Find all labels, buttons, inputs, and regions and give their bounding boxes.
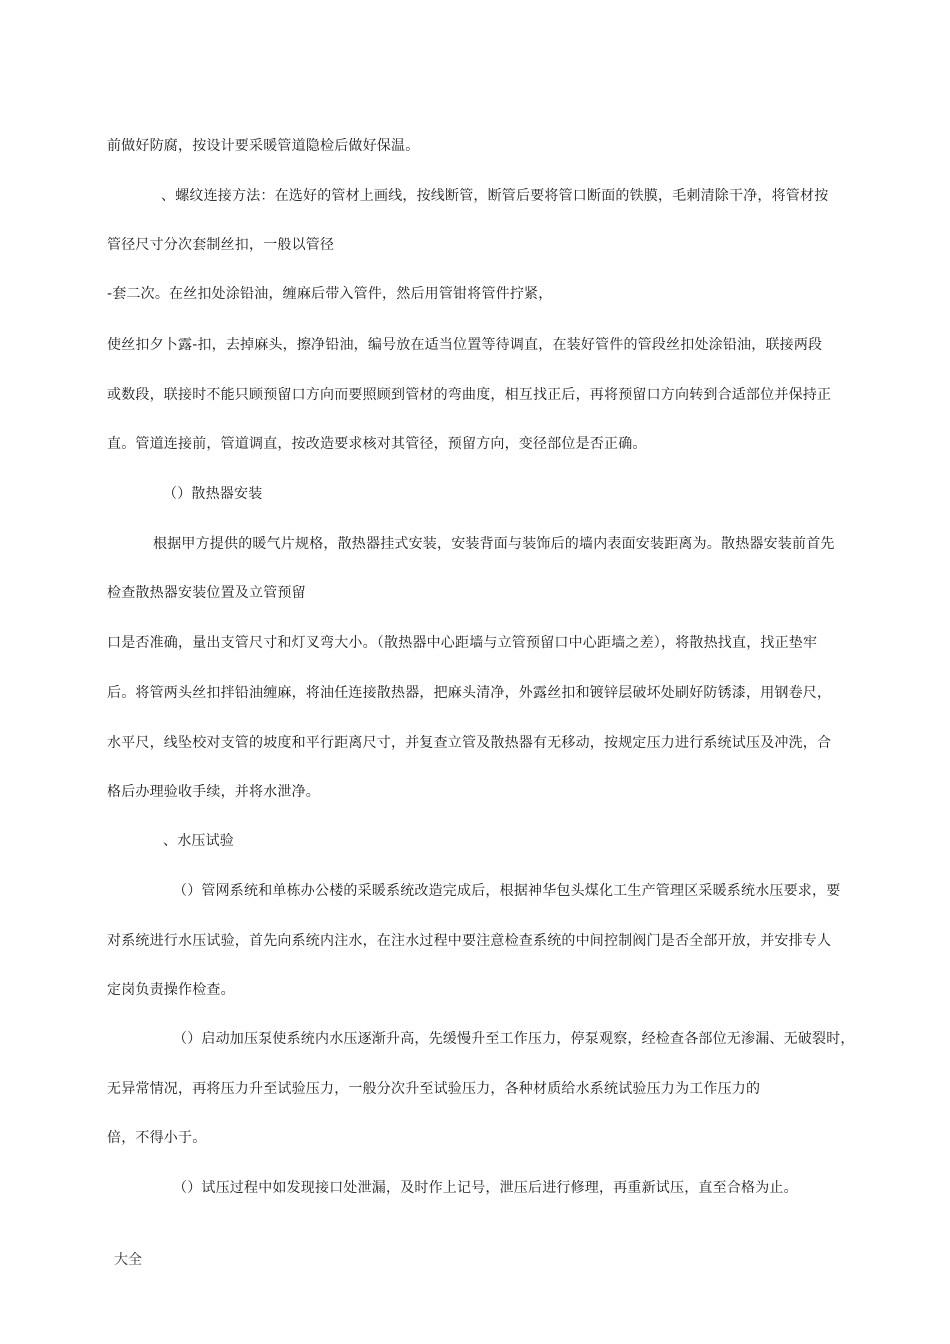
- text-line: 后。将管两头丝扣拌铅油缠麻，将油任连接散热器，把麻头清净，外露丝扣和镀锌层破坏处刷好防锈漆，用钢卷尺，: [107, 685, 832, 701]
- text-line: 管径尺寸分次套制丝扣，一般以管径: [107, 237, 335, 253]
- text-line: （）管网系统和单栋办公楼的采暖系统改造完成后，根据神华包头煤化工生产管理区采暖系统水压要求，要: [173, 883, 841, 899]
- text-line: 前做好防腐，按设计要采暖管道隐检后做好保温。: [107, 138, 420, 154]
- text-line: （）试压过程中如发现接口处泄漏，及时作上记号，泄压后进行修理，再重新试压，直至合格为止。: [173, 1180, 798, 1196]
- text-line: 口是否准确，量出支管尺寸和灯叉弯大小。（散热器中心距墙与立管预留口中心距墙之差），将散热找直，找正垫牢: [107, 635, 818, 651]
- text-line: 、螺纹连接方法：在选好的管材上画线，按线断管，断管后要将管口断面的铁膜，毛刺清除干净，将管材按: [161, 188, 829, 204]
- text-line: -套二次。在丝扣处涂铅油，缠麻后带入管件，然后用管钳将管件拧紧，: [107, 286, 553, 302]
- page-footer: 大全: [114, 1252, 142, 1268]
- text-line: 定岗负责操作检查。: [107, 982, 235, 998]
- text-line: 检查散热器安装位置及立管预留: [107, 585, 306, 601]
- text-line: 或数段，联接时不能只顾预留口方向而要照顾到管材的弯曲度，相互找正后，再将预留口方向转到合适部位并保持正: [107, 387, 832, 403]
- text-line: 格后办理验收手续，并将水泄净。: [107, 784, 320, 800]
- section-heading: （）散热器安装: [163, 486, 263, 502]
- section-heading: 、水压试验: [163, 833, 234, 849]
- text-line: 倍，不得小于。: [107, 1130, 207, 1146]
- text-line: 无异常情况，再将压力升至试验压力，一般分次升至试验压力，各种材质给水系统试验压力为工作压力的: [107, 1081, 761, 1097]
- text-line: 使丝扣夕卜露-扣，去掉麻头，擦净铅油，编号放在适当位置等待调直，在装好管件的管段丝扣处涂铅油，联接两段: [107, 337, 823, 353]
- text-line: 水平尺，线坠校对支管的坡度和平行距离尺寸，并复查立管及散热器有无移动，按规定压力进行系统试压及冲洗，合: [107, 735, 832, 751]
- text-line: 对系统进行水压试验，首先向系统内注水，在注水过程中要注意检查系统的中间控制阀门是否全部开放，并安排专人: [107, 933, 832, 949]
- text-line: （）启动加压泵使系统内水压逐渐升高，先缓慢升至工作压力，停泵观察，经检查各部位无渗漏、无破裂时，: [173, 1031, 855, 1047]
- text-line: 根据甲方提供的暖气片规格，散热器挂式安装，安装背面与装饰后的墙内表面安装距离为。散热器安装前首先: [153, 536, 835, 552]
- text-line: 直。管道连接前，管道调直，按改造要求核对其管径，预留方向，变径部位是否正确。: [107, 436, 647, 452]
